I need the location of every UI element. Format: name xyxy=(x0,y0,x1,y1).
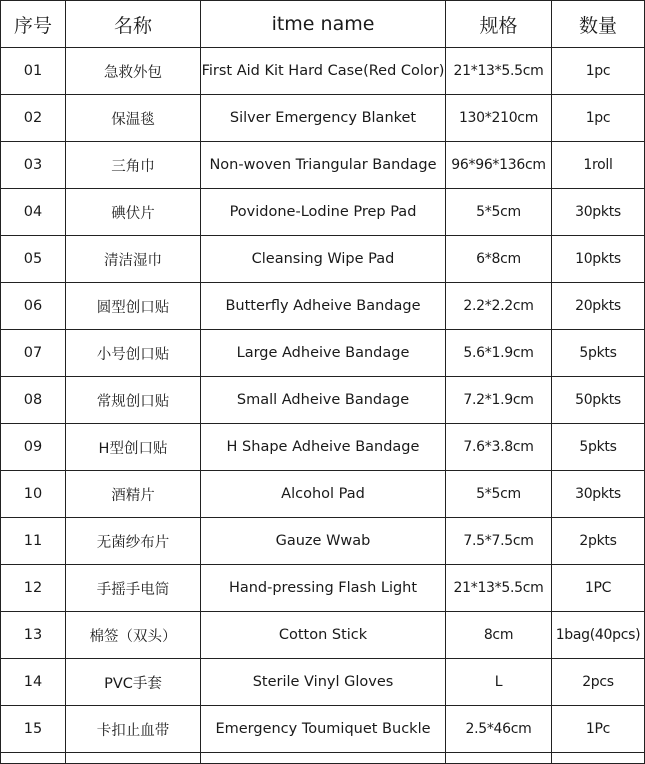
table-row xyxy=(1,565,645,612)
cell-item-name: Gauze Wwab xyxy=(201,518,446,565)
cell-no: 13 xyxy=(1,612,66,659)
cell-qty: 5pkts xyxy=(552,330,645,377)
cell-cn-name: 棉签（双头） xyxy=(66,612,201,659)
table-row xyxy=(1,330,645,377)
cell-item-name: Small Adheive Bandage xyxy=(201,377,446,424)
cell-cn-name: 圆型创口贴 xyxy=(66,283,201,330)
table-row xyxy=(1,48,645,95)
cell-item-name: Sterile Vinyl Gloves xyxy=(201,659,446,706)
cell-cn-name: H型创口贴 xyxy=(66,424,201,471)
cell-cn-name: 卡扣止血带 xyxy=(66,706,201,753)
cell-qty: 2pcs xyxy=(552,659,645,706)
cell-qty: 5pkts xyxy=(552,424,645,471)
cell-spec: 5.6*1.9cm xyxy=(446,330,552,377)
cell-no: 02 xyxy=(1,95,66,142)
cell-item-name: H Shape Adheive Bandage xyxy=(201,424,446,471)
cell-qty: 1bag(40pcs) xyxy=(552,612,645,659)
cell-qty: 1PC xyxy=(552,565,645,612)
header-cn-name: 名称 xyxy=(66,1,201,48)
empty-cell xyxy=(201,753,446,764)
cell-item-name: Povidone-Lodine Prep Pad xyxy=(201,189,446,236)
cell-item-name: Cotton Stick xyxy=(201,612,446,659)
cell-spec: 130*210cm xyxy=(446,95,552,142)
cell-qty: 1pc xyxy=(552,48,645,95)
cell-cn-name: 三角巾 xyxy=(66,142,201,189)
cell-item-name: Silver Emergency Blanket xyxy=(201,95,446,142)
table-row xyxy=(1,518,645,565)
cell-no: 08 xyxy=(1,377,66,424)
cell-item-name: Large Adheive Bandage xyxy=(201,330,446,377)
table-row xyxy=(1,471,645,518)
cell-qty: 50pkts xyxy=(552,377,645,424)
empty-cell xyxy=(66,753,201,764)
cell-no: 03 xyxy=(1,142,66,189)
cell-item-name: Alcohol Pad xyxy=(201,471,446,518)
cell-spec: 21*13*5.5cm xyxy=(446,48,552,95)
cell-spec: 5*5cm xyxy=(446,471,552,518)
header-row xyxy=(1,1,645,48)
cell-no: 06 xyxy=(1,283,66,330)
cell-qty: 1pc xyxy=(552,95,645,142)
cell-item-name: Emergency Toumiquet Buckle xyxy=(201,706,446,753)
cell-no: 09 xyxy=(1,424,66,471)
cell-spec: 2.5*46cm xyxy=(446,706,552,753)
cell-spec: 2.2*2.2cm xyxy=(446,283,552,330)
cell-item-name: First Aid Kit Hard Case(Red Color) xyxy=(201,48,446,95)
cell-cn-name: PVC手套 xyxy=(66,659,201,706)
header-spec: 规格 xyxy=(446,1,552,48)
cell-no: 14 xyxy=(1,659,66,706)
cell-no: 10 xyxy=(1,471,66,518)
header-no: 序号 xyxy=(1,1,66,48)
cell-item-name: Hand-pressing Flash Light xyxy=(201,565,446,612)
cell-cn-name: 常规创口贴 xyxy=(66,377,201,424)
cell-no: 15 xyxy=(1,706,66,753)
cell-qty: 1roll xyxy=(552,142,645,189)
cell-qty: 2pkts xyxy=(552,518,645,565)
cell-cn-name: 保温毯 xyxy=(66,95,201,142)
table-row xyxy=(1,377,645,424)
cell-spec: 7.2*1.9cm xyxy=(446,377,552,424)
cell-no: 04 xyxy=(1,189,66,236)
header-qty: 数量 xyxy=(552,1,645,48)
cell-spec: 96*96*136cm xyxy=(446,142,552,189)
table-row xyxy=(1,283,645,330)
table-row xyxy=(1,612,645,659)
cell-qty: 30pkts xyxy=(552,189,645,236)
cell-spec: 5*5cm xyxy=(446,189,552,236)
cell-cn-name: 清洁湿巾 xyxy=(66,236,201,283)
empty-cell xyxy=(1,753,66,764)
cell-spec: 6*8cm xyxy=(446,236,552,283)
cell-cn-name: 碘伏片 xyxy=(66,189,201,236)
table-row xyxy=(1,142,645,189)
cell-spec: L xyxy=(446,659,552,706)
cell-cn-name: 小号创口贴 xyxy=(66,330,201,377)
cell-item-name: Butterfly Adheive Bandage xyxy=(201,283,446,330)
cell-spec: 8cm xyxy=(446,612,552,659)
cell-no: 12 xyxy=(1,565,66,612)
cell-no: 01 xyxy=(1,48,66,95)
table-row xyxy=(1,706,645,753)
cell-no: 07 xyxy=(1,330,66,377)
cell-qty: 1Pc xyxy=(552,706,645,753)
cell-spec: 7.5*7.5cm xyxy=(446,518,552,565)
table-row xyxy=(1,95,645,142)
empty-cell xyxy=(446,753,552,764)
cell-cn-name: 手摇手电筒 xyxy=(66,565,201,612)
table-row-cutoff xyxy=(1,753,645,764)
cell-no: 11 xyxy=(1,518,66,565)
cell-cn-name: 无菌纱布片 xyxy=(66,518,201,565)
table-row xyxy=(1,189,645,236)
table-row xyxy=(1,659,645,706)
cell-qty: 10pkts xyxy=(552,236,645,283)
header-item-name: itme name xyxy=(201,1,446,48)
empty-cell xyxy=(552,753,645,764)
table-row xyxy=(1,236,645,283)
cell-item-name: Non-woven Triangular Bandage xyxy=(201,142,446,189)
cell-spec: 21*13*5.5cm xyxy=(446,565,552,612)
cell-no: 05 xyxy=(1,236,66,283)
cell-qty: 30pkts xyxy=(552,471,645,518)
cell-item-name: Cleansing Wipe Pad xyxy=(201,236,446,283)
table-body xyxy=(1,48,645,764)
cell-cn-name: 酒精片 xyxy=(66,471,201,518)
table-row xyxy=(1,424,645,471)
cell-qty: 20pkts xyxy=(552,283,645,330)
cell-spec: 7.6*3.8cm xyxy=(446,424,552,471)
cell-cn-name: 急救外包 xyxy=(66,48,201,95)
